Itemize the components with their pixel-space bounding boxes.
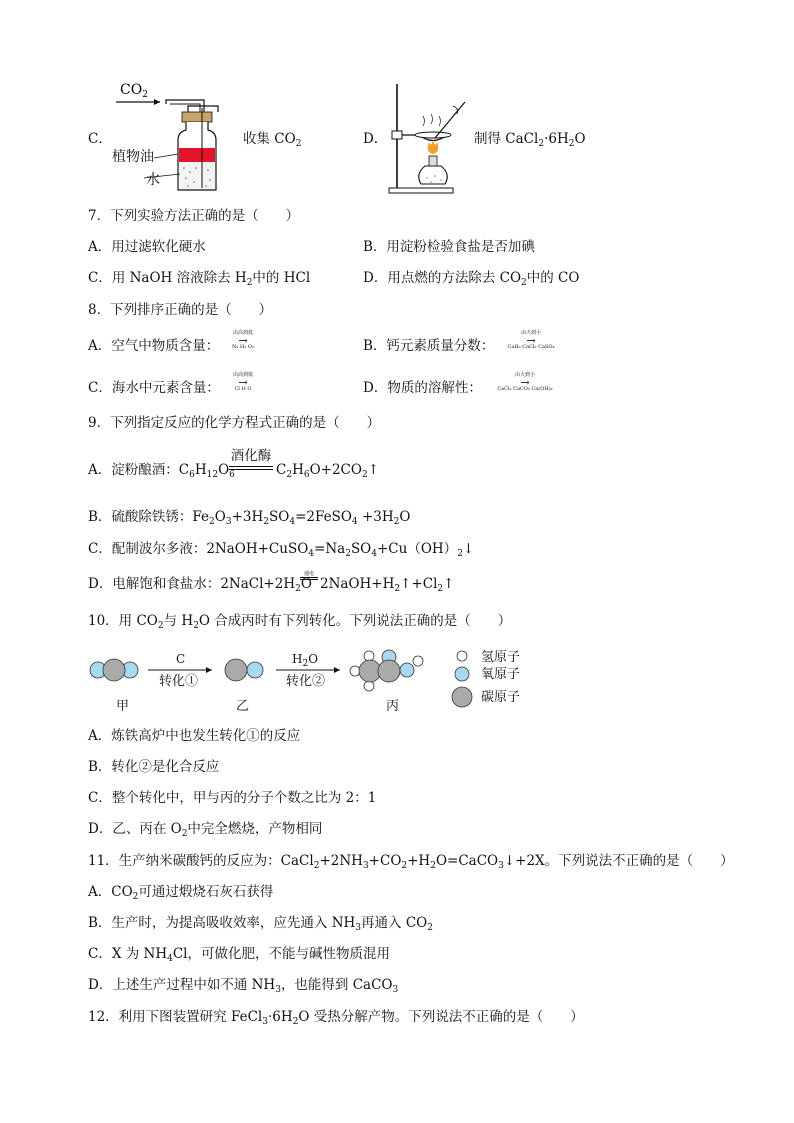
q6-option-c-letter: C．: [88, 131, 112, 147]
hydrogen-atom-icon: [364, 651, 374, 661]
q9-option-b: B．硫酸除铁锈：$Fe_2O_3+3H_2SO_4=2FeSO_4 +3H_2O$: [88, 509, 411, 527]
q8-option-c: C．海水中元素含量：: [88, 380, 220, 396]
q9-option-d: D．电解饱和食盐水：$2NaCl+2H_2O$: [88, 576, 312, 594]
molecule-yi-label: 乙: [236, 699, 250, 714]
q9-option-a: A．淀粉酿酒：$C_6H_{12}O_6$: [88, 462, 235, 480]
oxygen-atom-icon: [247, 662, 263, 678]
q9-stem: 9．下列指定反应的化学方程式正确的是（ ）: [88, 415, 381, 431]
legend-carbon-label: 碳原子: [481, 690, 521, 705]
q10-option-b: B．转化②是化合反应: [88, 759, 220, 775]
legend-hydrogen-label: 氢原子: [481, 650, 521, 665]
carbon-atom-icon: [225, 659, 247, 681]
conversion-2-reagent: $H_2O$: [292, 652, 319, 669]
q8-option-b: B．钙元素质量分数：: [363, 338, 495, 354]
evaporation-apparatus-diagram: [385, 80, 475, 196]
q10-stem: 10．用 $CO_2$与 $H_2O$ 合成丙时有下列转化。下列说法正确的是（ ）: [88, 613, 512, 631]
carbon-atom-legend-icon: [452, 687, 472, 707]
conversion-2-label: 转化②: [286, 674, 326, 689]
q9-option-d-products: $2NaOH+H_2↑+Cl_2↑$: [320, 576, 455, 594]
q11-option-a: A．$CO_2$可通过煅烧石灰石获得: [88, 884, 274, 902]
q9-option-d-condition: 通电: [300, 572, 318, 580]
q12-stem: 12．利用下图装置研究 $FeCl_3\cdot 6H_2O$ 受热分解产物。下列说法不正确的是（ ）: [88, 1009, 584, 1027]
q8-option-d: D．物质的溶解性：: [363, 380, 482, 396]
q11-stem: 11．生产纳米碳酸钙的反应为：$CaCl_2+2NH_3+CO_2+H_2O=CaCO_3↓+2X$。下列说法不正确的是（ ）: [88, 853, 734, 871]
water-label: 水: [146, 172, 160, 188]
q10-option-c: C．整个转化中，甲与丙的分子个数之比为 2：1: [88, 790, 377, 806]
q11-option-c: C．X 为 $NH_4Cl$，可做化肥，不能与碱性物质混用: [88, 946, 390, 964]
q7-option-d: D．用点燃的方法除去 $CO_2$中的 CO: [363, 270, 580, 288]
molecule-jia-label: 甲: [116, 699, 130, 714]
q9-option-a-products: $C_2H_6O+2CO_2↑$: [276, 462, 380, 480]
molecule-bing-label: 丙: [386, 699, 400, 714]
q10-option-a: A．炼铁高炉中也发生转化①的反应: [88, 728, 301, 744]
q7-option-c: C．用 NaOH 溶液除去 $H_2$中的 HCl: [88, 270, 311, 288]
carbon-atom-icon: [378, 660, 400, 682]
hydrogen-atom-icon: [350, 666, 360, 676]
q8-stem: 8．下列排序正确的是（ ）: [88, 302, 273, 318]
oxygen-atom-icon: [400, 663, 414, 677]
q11-option-d: D．上述生产过程中如不通 $NH_3$，也能得到 CaCO$_3$: [88, 977, 399, 995]
hydrogen-atom-legend-icon: [457, 651, 467, 661]
hydrogen-atom-icon: [413, 656, 423, 666]
q8-option-d-order-arrow: 由大到小 → CaCl₂ CaCO₃ Ca(OH)₂: [497, 372, 553, 392]
q7-stem: 7．下列实验方法正确的是（ ）: [88, 208, 300, 224]
q10-option-d: D．乙、丙在 $O_2$中完全燃烧，产物相同: [88, 821, 323, 839]
q8-option-a-order-arrow: 由高到低 → N₂ H₂ O₂: [231, 330, 255, 350]
conversion-1-reagent: C: [176, 652, 186, 666]
oxygen-atom-legend-icon: [455, 667, 469, 681]
q7-option-a: A．用过滤软化硬水: [88, 239, 206, 255]
q8-option-c-order-arrow: 由高到低 → Cl H O: [232, 372, 253, 392]
co2-inlet-label: $CO_2$: [120, 82, 148, 100]
legend-oxygen-label: 氧原子: [481, 667, 521, 682]
q7-option-b: B．用淀粉检验食盐是否加碘: [363, 239, 535, 255]
q8-option-a: A．空气中物质含量：: [88, 338, 220, 354]
gas-collection-bottle-diagram: [108, 78, 238, 196]
vegetable-oil-label: 植物油: [112, 149, 154, 165]
q9-option-a-condition: 酒化酶: [229, 450, 273, 470]
q6-option-d-letter: D．: [363, 131, 388, 147]
carbon-atom-icon: [103, 659, 125, 681]
q6-option-d-text: 制得 $CaCl_2\cdot 6H_2O$: [474, 131, 586, 149]
hydrogen-atom-icon: [364, 681, 374, 691]
q8-option-b-order-arrow: 由大到小 → CaH₂ CaCl₂ CaSO₄: [507, 330, 555, 350]
conversion-1-label: 转化①: [159, 674, 199, 689]
q11-option-b: B．生产时，为提高吸收效率，应先通入 $NH_3$再通入 $CO_2$: [88, 915, 433, 933]
q9-option-c: C．配制波尔多液：$2NaOH+CuSO_4=Na_2SO_4+Cu(OH)_2↓$: [88, 541, 475, 559]
q6-option-c-text: 收集 $CO_2$: [243, 131, 302, 149]
